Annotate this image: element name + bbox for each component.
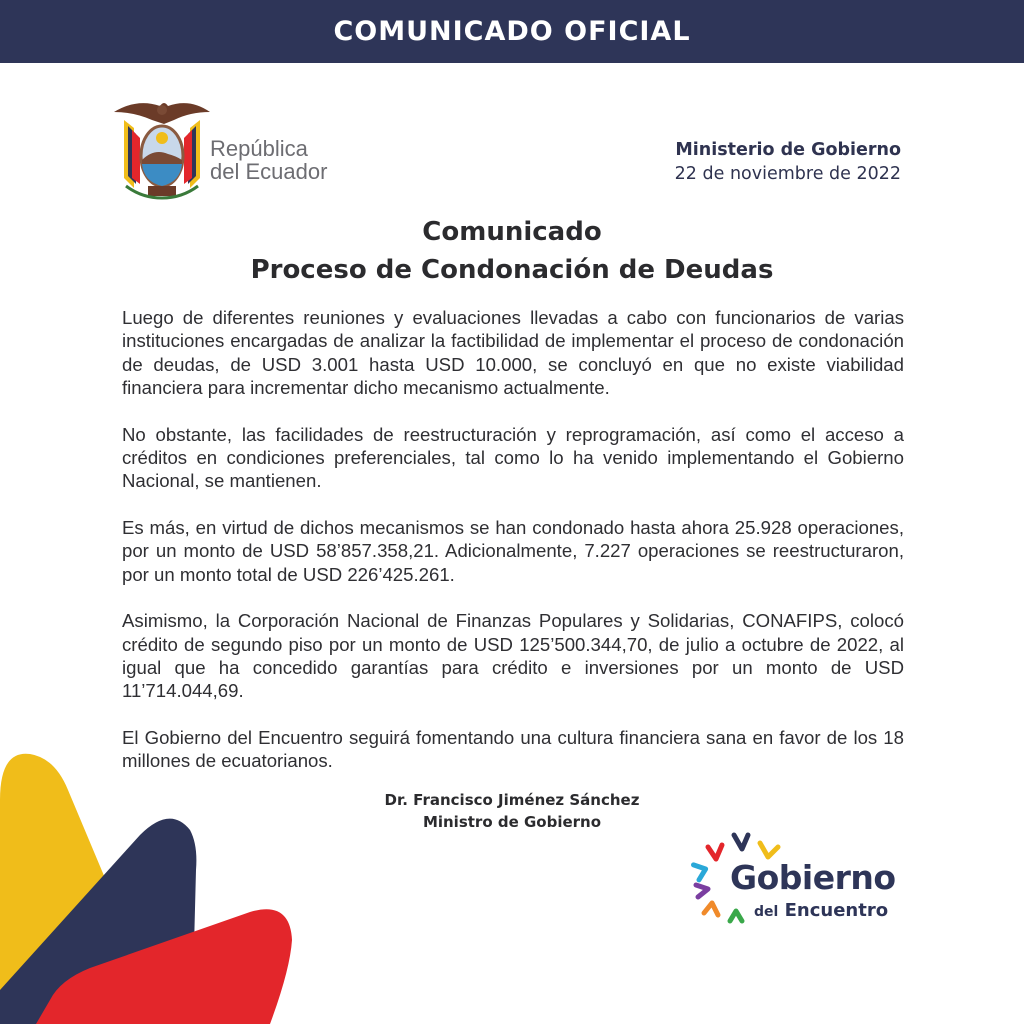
ministry-date: 22 de noviembre de 2022 [674,164,901,184]
document-title [0,213,1024,289]
gobierno-logo-subtitle [754,900,888,921]
gobierno-logo-word: Gobierno [730,858,896,897]
gobierno-logo-encuentro: Encuentro [784,900,889,921]
gobierno-logo-del: del [754,904,779,920]
paragraph-4: Asimismo, la Corporación Nacional de Finanzas Populares y Solidarias, CONAFIPS, colocó crédito de segundo piso por un monto de USD 125’500.344,70, de julio a octubre de 2022, al igual que ha concedido garantías para crédito e inversiones por un monto de USD 11’714.044,69. [122,610,904,702]
paragraph-2: No obstante, las facilidades de reestructuración y reprogramación, así como el acceso a créditos en condiciones preferenciales, tal como lo ha venido implementando el Gobierno Nacional, se mantienen. [122,423,904,492]
header-title: COMUNICADO OFICIAL [333,16,691,47]
title-line-2: Proceso de Condonación de Deudas [250,255,774,285]
paragraph-1: Luego de diferentes reuniones y evaluaciones llevadas a cabo con funcionarios de varias instituciones encargadas de analizar la factibilidad de implementar el proceso de condonación de deudas, de USD 3.001 hasta USD 10.000, se concluyó en que no existe viabilidad financiera para incrementar dicho mecanismo actualmente. [122,307,904,398]
paragraph-5: El Gobierno del Encuentro seguirá fomentando una cultura financiera sana en favor de los 18 millones de ecuatorianos. [122,727,904,772]
decorative-petals-icon [0,740,320,1024]
document-body [122,306,904,796]
ministry-name: Ministerio de Gobierno [675,140,901,160]
brand-line-2: del Ecuador [210,159,328,184]
coat-of-arms-icon [112,98,212,206]
paragraph-3: Es más, en virtud de dichos mecanismos se han condonado hasta ahora 25.928 operaciones, por un monto de USD 58’857.358,21. Adicionalmente, 7.227 operaciones se reestructuraron, por un monto total de USD 226’425.261. [122,517,904,585]
brand-line-1: República [210,136,308,161]
ministry-block [675,138,901,186]
signatory-role: Ministro de Gobierno [422,813,602,831]
header-banner [0,0,1024,63]
title-line-1: Comunicado [422,217,602,247]
republica-ecuador-logo-text [210,137,327,183]
signatory-name: Dr. Francisco Jiménez Sánchez [384,791,640,809]
